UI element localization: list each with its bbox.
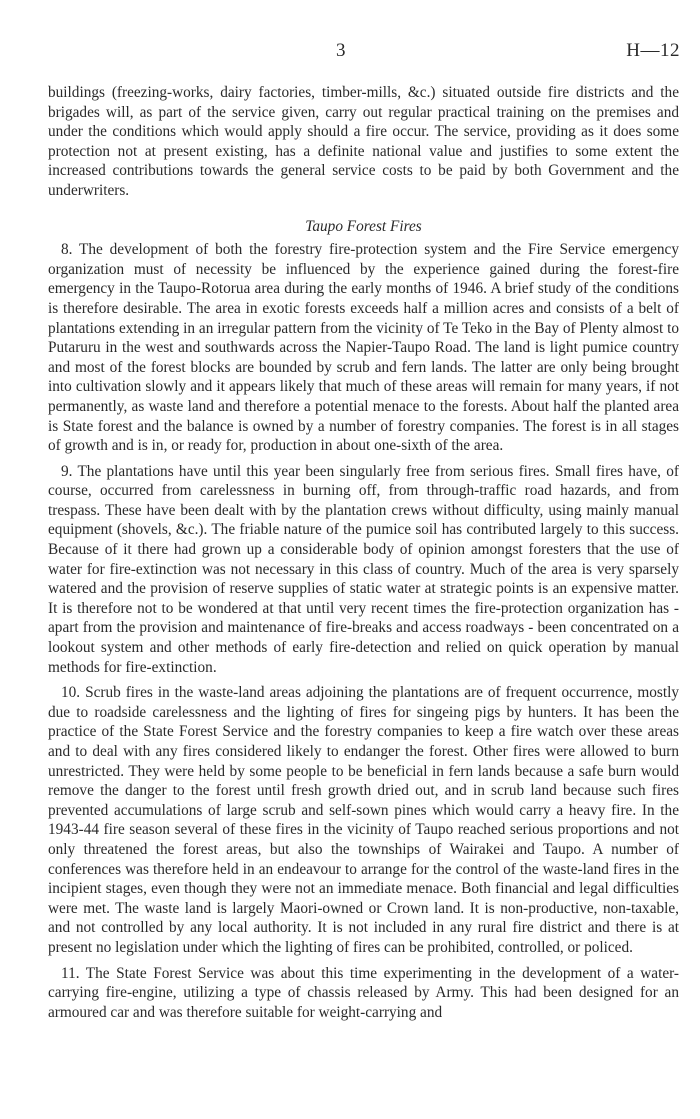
document-reference: H—12 bbox=[626, 40, 680, 61]
paragraph-11: 11. The State Forest Service was about this time experimenting in the development of a water-carrying fire-engine, utilizing a type of chassis released by Army. This had been designed for an armoured car and was therefore suitable for weight-carrying and bbox=[48, 964, 679, 1021]
page-header bbox=[0, 40, 700, 64]
paragraph-10: 10. Scrub fires in the waste-land areas adjoining the plantations are of frequent occurrence, mostly due to roadside carelessness and the lighting of fires for singeing pigs by hunters. It has been the practice of the State Forest Service and the forestry companies to keep a fire watch over these areas and to deal with any fires considered likely to endanger the forest. Other fires were allowed to burn unrestricted. They were held by some people to be beneficial in fern lands because a safe burn would remove the danger to the forest until fresh growth dried out, and in scrub land because such fires prevented accumulations of large scrub and self-sown pines which would carry a heavy fire. In the 1943-44 fire season several of these fires in the vicinity of Taupo reached serious proportions and not only threatened the forest areas, but also the townships of Wairakei and Taupo. A number of conferences was therefore held in an endeavour to arrange for the control of the waste-land fires in the incipient stages, even though they were not an immediate menace. Both financial and legal difficulties were met. The waste land is largely Maori-owned or Crown land. It is non-productive, non-taxable, and not controlled by any local authority. It is not included in any rural fire district and there is at present no legislation under which the lighting of fires can be prohibited, controlled, or policed. bbox=[48, 684, 679, 956]
continuation-paragraph: buildings (freezing-works, dairy factories, timber-mills, &c.) situated outside fire districts and the brigades will, as part of the service given, carry out regular practical training on the premises and under the conditions which would apply should a fire occur. The service, providing as it does some protection not at present existing, has a definite national value and justifies to some extent the increased contributions towards the general service costs to be paid by both Government and the underwriters. bbox=[48, 84, 679, 199]
paragraph-9: 9. The plantations have until this year been singularly free from serious fires. Small fires have, of course, occurred from carelessness in burning off, from through-traffic road hazards, and from trespass. These have been dealt with by the plantation crews without difficulty, using mainly manual equipment (shovels, &c.). The friable nature of the pumice soil has contributed largely to this success. Because of it there had grown up a considerable body of opinion amongst foresters that the use of water for fire-extinction was not necessary in this class of country. Much of the area is very sparsely watered and the provision of reserve supplies of static water at strategic points is an expensive matter. It is therefore not to be wondered at that until very recent times the fire-protection organization has - apart from the provision and maintenance of fire-breaks and access roadways - been concentrated on a lookout system and other methods of early fire-detection and relied on quick operation by manual methods for fire-extinction. bbox=[48, 462, 679, 676]
body-text bbox=[48, 83, 679, 1022]
section-heading: Taupo Forest Fires bbox=[305, 217, 422, 235]
page-number: 3 bbox=[336, 40, 346, 61]
paragraph-8: 8. The development of both the forestry fire-protection system and the Fire Service emergency organization must of necessity be influenced by the experience gained during the forest-fire emergency in the Taupo-Rotorua area during the early months of 1946. A brief study of the conditions is therefore desirable. The area in exotic forests exceeds half a million acres and consists of a belt of plantations extending in an irregular pattern from the vicinity of Te Teko in the Bay of Plenty almost to Putaruru in the west and southwards across the Napier-Taupo Road. The land is light pumice country and most of the forest blocks are bounded by scrub and fern lands. The latter are only being brought into cultivation slowly and it appears likely that much of these areas will remain for many years, if not permanently, as waste land and therefore a potential menace to the forests. About half the planted area is State forest and the balance is owned by a number of forestry companies. The forest is in all stages of growth and is in, or ready for, production in about one-sixth of the area. bbox=[48, 241, 679, 455]
